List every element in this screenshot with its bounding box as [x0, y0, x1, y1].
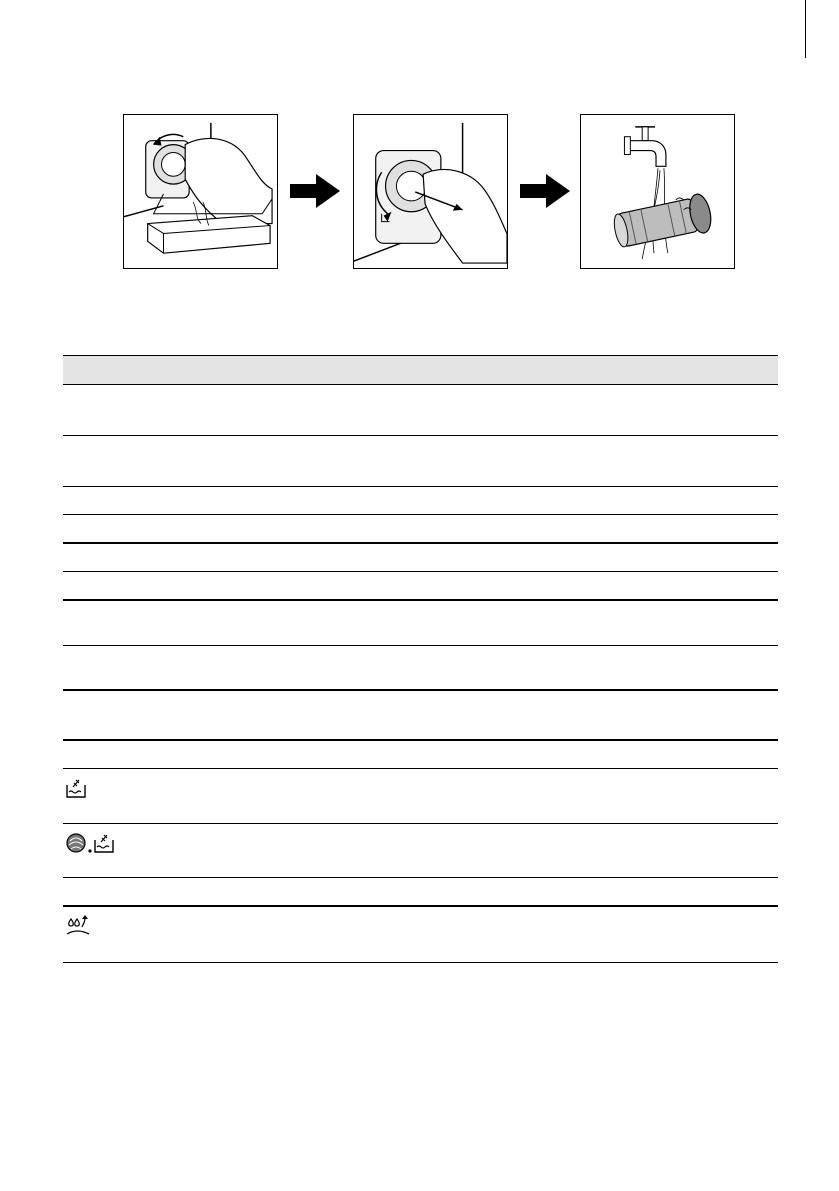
table-row [63, 691, 778, 741]
table-row [63, 385, 778, 436]
table-row [63, 769, 778, 824]
table-row [63, 646, 778, 691]
arrow-right-icon [520, 174, 570, 213]
table-row [63, 601, 778, 646]
rinse-tub-icon [65, 777, 87, 799]
table-row [63, 544, 778, 572]
drain-spin-icon [65, 915, 91, 937]
table-row [63, 572, 778, 601]
table-row [63, 907, 778, 963]
wool-rinse-icon [65, 832, 117, 854]
filter-rinse-tap-illustration [580, 114, 735, 269]
table-row [63, 878, 778, 907]
table-row [63, 824, 778, 878]
filter-pull-out-icon [354, 115, 507, 268]
arrow-right-icon [290, 174, 340, 213]
filter-pull-out-illustration [353, 114, 508, 269]
table-row [63, 436, 778, 487]
page-edge-mark [805, 0, 806, 58]
program-table [63, 355, 778, 963]
table-row [63, 487, 778, 515]
filter-unscrew-drain-icon [124, 115, 277, 268]
filter-rinse-tap-icon [581, 115, 734, 268]
table-row [63, 515, 778, 544]
table-header [63, 355, 778, 385]
filter-unscrew-drain-illustration [123, 114, 278, 269]
table-row [63, 741, 778, 769]
